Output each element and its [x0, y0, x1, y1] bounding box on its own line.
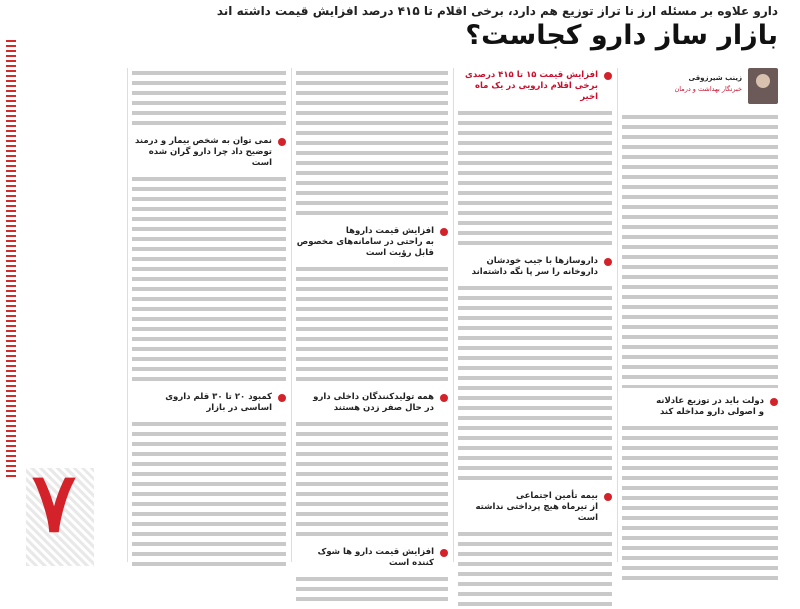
- subheading-line: افزایش قیمت ۱۵ تا ۴۱۵ درصدی: [465, 70, 598, 80]
- subheading-line: به راحتی در سامانه‌های مخصوص قابل رؤیت است: [296, 237, 434, 258]
- author-name: زینب شیرزوقی: [688, 74, 742, 82]
- bullet-dot-icon: [440, 549, 448, 557]
- article-column-1: [622, 68, 778, 562]
- subheading: [458, 491, 612, 524]
- subheading-line: داروخانه را سر پا نگه داشته‌اند: [471, 267, 598, 277]
- subheading: [296, 392, 448, 414]
- body-paragraph: [132, 174, 286, 384]
- column-divider: [291, 68, 292, 562]
- subheading: [296, 226, 448, 259]
- subheading-line: برخی اقلام دارویی در یک ماه اخیر: [474, 81, 598, 102]
- body-paragraph: [296, 264, 448, 384]
- subheading-line: و اصولی دارو مداخله کند: [660, 407, 764, 417]
- body-paragraph: [132, 68, 286, 128]
- page-headline: بازار ساز دارو کجاست؟: [465, 20, 778, 51]
- bullet-dot-icon: [440, 228, 448, 236]
- page-margin-strip: [0, 0, 24, 570]
- subheading-line: داروسازها با جیب خودشان: [486, 256, 598, 266]
- decorative-stripe-band: [6, 40, 16, 480]
- subheading: [622, 396, 778, 418]
- body-paragraph: [458, 108, 612, 248]
- bullet-dot-icon: [278, 138, 286, 146]
- bullet-dot-icon: [278, 394, 286, 402]
- body-paragraph: [296, 68, 448, 218]
- headline-kicker: دارو علاوه بر مسئله ارز نا تراز توزیع هم دارد، برخی اقلام تا ۴۱۵ درصد افزایش قیمت داشته اند: [216, 4, 778, 18]
- subheading-line: نمی توان به شخص بیمار و درمند: [135, 136, 272, 146]
- subheading-line: افزایش قیمت دارو ها شوک کننده است: [317, 547, 434, 568]
- body-paragraph: [132, 419, 286, 569]
- bullet-dot-icon: [440, 394, 448, 402]
- body-paragraph: [296, 574, 448, 604]
- subheading-line: افزایش قیمت داروها: [345, 226, 434, 236]
- bullet-dot-icon: [604, 258, 612, 266]
- body-paragraph: [622, 423, 778, 583]
- article-column-3: [296, 68, 448, 568]
- subheading-line: بیمه تأمین اجتماعی: [515, 491, 598, 501]
- article-column-2: [458, 68, 612, 562]
- subheading: [296, 547, 448, 569]
- subheading-line: توضیح داد چرا دارو گران شده است: [148, 147, 272, 168]
- subheading-line: دولت باید در توزیع عادلانه: [656, 396, 764, 406]
- author-byline: [622, 68, 778, 106]
- subheading: [458, 256, 612, 278]
- subheading-line: از تیرماه هیچ پرداختی نداشته است: [475, 502, 598, 523]
- subheading: [458, 70, 612, 103]
- subheading-line: کمبود ۲۰ تا ۳۰ قلم داروی اساسی در بازار: [165, 392, 272, 413]
- bullet-dot-icon: [770, 398, 778, 406]
- subheading-line: در حال صفر زدن هستند: [333, 403, 434, 413]
- page-number-box: [26, 455, 94, 566]
- page-number: ۷: [32, 455, 77, 551]
- subheading: [132, 392, 286, 414]
- column-divider: [127, 68, 128, 562]
- bullet-dot-icon: [604, 493, 612, 501]
- column-divider: [453, 68, 454, 562]
- author-role: خبرنگار بهداشت و درمان: [674, 85, 742, 93]
- body-paragraph: [296, 419, 448, 539]
- body-paragraph: [458, 283, 612, 483]
- body-paragraph: [458, 529, 612, 609]
- author-photo: [748, 68, 778, 104]
- subheading: [132, 136, 286, 169]
- bullet-dot-icon: [604, 72, 612, 80]
- body-paragraph: [622, 112, 778, 388]
- subheading-line: همه تولیدکنندگان داخلی دارو: [313, 392, 434, 402]
- article-column-4: [132, 68, 286, 562]
- column-divider: [617, 68, 618, 562]
